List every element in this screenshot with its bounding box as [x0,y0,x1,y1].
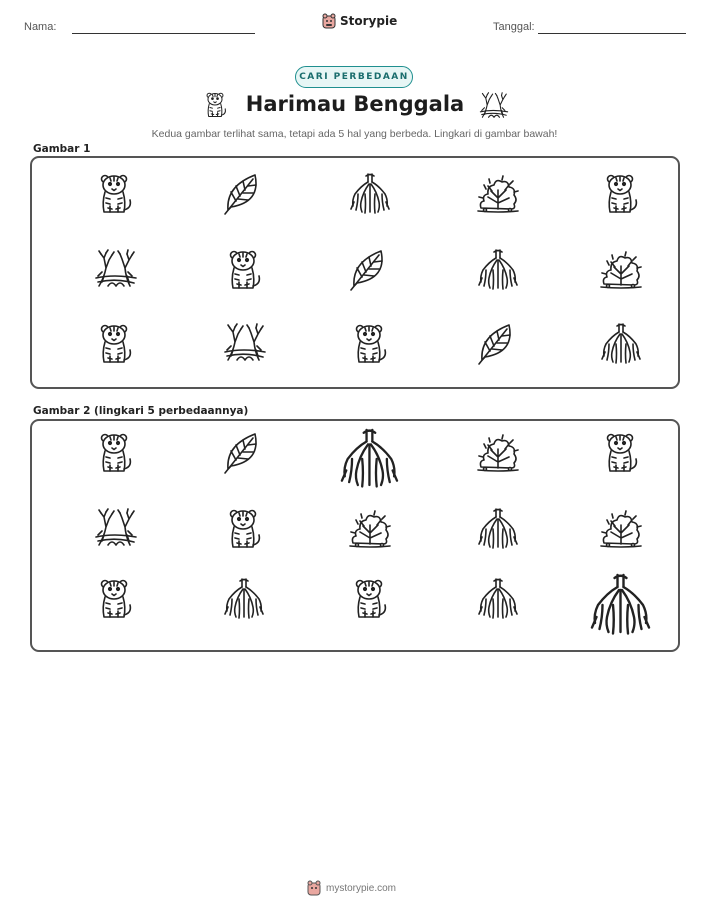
tiger-icon [223,248,267,292]
picture-2-cell[interactable] [223,431,267,475]
picture-1-label: Gambar 1 [33,143,91,155]
activity-badge: CARI PERBEDAAN [295,66,413,88]
bush-icon [349,507,393,551]
footer-site[interactable]: mystorypie.com [326,882,397,894]
picture-1-cell[interactable] [600,248,644,292]
leaf-icon [223,172,267,216]
tiger-icon [94,431,138,475]
picture-1-grid [32,158,678,387]
mangrove-icon [94,248,138,292]
tiger-icon [223,507,267,551]
storypie-mascot-icon [322,13,336,29]
page-title: Harimau Benggala [245,92,465,116]
picture-2-cell[interactable] [223,507,267,551]
picture-1-cell[interactable] [94,248,138,292]
picture-2-cell[interactable] [349,507,393,551]
picture-1-cell[interactable] [477,248,521,292]
picture-1-cell[interactable] [349,322,393,366]
picture-2-cell[interactable] [349,577,393,621]
bush-icon [477,172,521,216]
tiger-icon [349,322,393,366]
picture-2-cell[interactable] [339,427,403,491]
tiger-icon [600,431,644,475]
picture-2-grid [32,421,678,650]
footer [307,880,396,896]
tiger-icon [349,577,393,621]
picture-2-cell[interactable] [94,431,138,475]
roots-icon [223,577,267,621]
picture-1-cell[interactable] [349,248,393,292]
picture-1-cell[interactable] [223,322,267,366]
bush-icon [477,431,521,475]
roots-icon [477,577,521,621]
roots-icon [477,507,521,551]
name-field[interactable] [72,33,255,34]
picture-1-cell[interactable] [94,172,138,216]
instructions: Kedua gambar terlihat sama, tetapi ada 5 hal yang berbeda. Lingkari di gambar bawah! [151,128,558,140]
mangrove-icon [223,322,267,366]
footer-mascot-icon [307,880,321,896]
picture-2-cell[interactable] [589,572,655,638]
title-mangrove-icon [479,91,509,119]
picture-2-cell[interactable] [477,431,521,475]
picture-1-cell[interactable] [600,322,644,366]
leaf-icon [477,322,521,366]
picture-1-cell[interactable] [600,172,644,216]
tiger-icon [94,322,138,366]
picture-2-cell[interactable] [94,507,138,551]
picture-2-cell[interactable] [600,431,644,475]
roots-icon [339,427,403,491]
date-field[interactable] [538,33,686,34]
picture-2-panel[interactable] [30,419,680,652]
picture-2-cell[interactable] [477,577,521,621]
leaf-icon [223,431,267,475]
date-label: Tanggal: [493,21,535,33]
picture-2-cell[interactable] [94,577,138,621]
picture-1-cell[interactable] [477,172,521,216]
picture-1-panel [30,156,680,389]
picture-1-cell[interactable] [223,172,267,216]
leaf-icon [349,248,393,292]
roots-icon [477,248,521,292]
tiger-icon [600,172,644,216]
picture-2-cell[interactable] [223,577,267,621]
picture-2-cell[interactable] [600,507,644,551]
name-label: Nama: [24,21,57,33]
picture-1-cell[interactable] [349,172,393,216]
roots-icon [349,172,393,216]
tiger-icon [94,172,138,216]
picture-1-cell[interactable] [223,248,267,292]
bush-icon [600,507,644,551]
bush-icon [600,248,644,292]
picture-1-cell[interactable] [477,322,521,366]
picture-1-cell[interactable] [94,322,138,366]
title-tiger-icon [202,91,228,119]
picture-2-cell[interactable] [477,507,521,551]
brand-name: Storypie [340,14,398,28]
picture-2-label: Gambar 2 (lingkari 5 perbedaannya) [33,405,249,417]
roots-icon [600,322,644,366]
tiger-icon [94,577,138,621]
storypie-logo [322,13,397,29]
mangrove-icon [94,507,138,551]
roots-icon [589,572,655,638]
